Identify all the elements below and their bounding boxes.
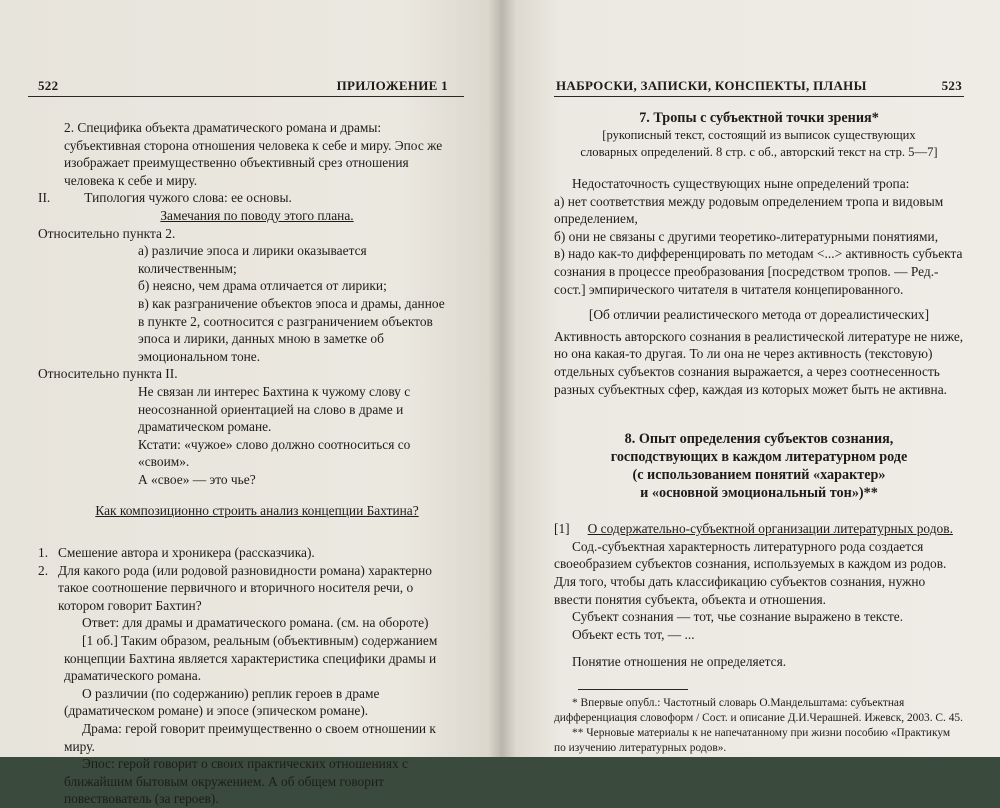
left-page [0, 0, 500, 807]
footnote-2: ** Черновые материалы к не напечатанному при жизни пособию «Практикум по изучению литературных родов». [554, 726, 951, 754]
item-number: 1. [38, 545, 49, 561]
footnote-1: * Впервые опубл.: Частотный словарь О.Мандельштама: субъектная дифференциация словоформ / Сост. и описание Д.И.Черашней. Ижевск, 2003. С. 45. [554, 696, 963, 724]
section-8-title-line: господствующих в каждом литературном роде [610, 449, 908, 466]
section-8-heading-row [554, 520, 964, 538]
right-page-header [554, 72, 964, 94]
composition-heading: Как композиционно строить анализ концепции Бахтина? [95, 503, 419, 519]
remark-c: в) как разграничение объектов эпоса и драмы, данное в пункте 2, соотносится с разграничением объектов эпоса и лирики, данных мною в заметке об эмоциональном тоне. [138, 295, 445, 364]
section-8-paragraph-1: Сод.-субъектная характерность литературного рода создается своеобразием субъектов сознания, используемых в каждом из родов. [554, 538, 947, 572]
answer-paragraph: Ответ: для драмы и драматического романа. (см. на обороте) [82, 615, 429, 631]
item-number: II. [38, 190, 51, 206]
remark-question-2: Кстати: «чужое» слово должно соотноситься со «своим». [138, 436, 411, 470]
section-8-title-line: (с использованием понятий «характер» [632, 467, 886, 484]
section-7-point-c: в) надо как-то дифференцировать по методам <...> активность субъекта сознания в процессе преобразования [посредством тропов. — Ред.-сост.] эмпирического читателя в читателя концепированного. [554, 246, 963, 297]
section-8-title-line: 8. Опыт определения субъектов сознания, [624, 431, 894, 448]
left-page-body [28, 97, 478, 808]
list-item-1 [38, 544, 450, 562]
item-text: Типология чужого слова: ее основы. [84, 190, 292, 206]
book-gutter [488, 0, 516, 757]
section-7-title: 7. Тропы с субъектной точки зрения* [639, 110, 879, 126]
section-7-source-note: [рукописный текст, состоящий из выписок существующих словарных определений. 8 стр. с об., авторский текст на стр. 5—7] [580, 128, 938, 159]
section-8-definition-subject: Субъект сознания — тот, чье сознание выражено в тексте. [572, 609, 904, 625]
remark-question-1: Не связан ли интерес Бахтина к чужому слову с неосознанной ориентацией на слово в драме и драматическом романе. [138, 383, 411, 435]
section-8-definition-relation: Понятие отношения не определяется. [572, 654, 787, 670]
running-head: НАБРОСКИ, ЗАПИСКИ, КОНСПЕКТЫ, ПЛАНЫ [556, 78, 867, 93]
plan-item-2: 2. Специфика объекта драматического романа и драмы: субъективная сторона отношения человека к себе и миру. Эпос же изображает преимущественно объективный срез отношения человека к себе и миру. [64, 120, 443, 188]
remarks-heading: Замечания по поводу этого плана. [160, 207, 354, 223]
drama-paragraph: Драма: герой говорит преимущественно о своем отношении к миру. [64, 721, 436, 754]
section-8-definition-object: Объект есть тот, — ... [572, 626, 695, 642]
section-7-intro: Недостаточность существующих ныне определений тропа: [572, 176, 910, 191]
right-page [500, 0, 1000, 757]
section-8-title [554, 430, 964, 502]
remark-a: а) различие эпоса и лирики оказывается количественным; [138, 243, 367, 276]
section-8-title-line: и «основной эмоциональный тон»)** [640, 485, 878, 502]
page-number: 522 [38, 78, 59, 93]
right-page-body [554, 97, 964, 756]
section-7-point-a: а) нет соответствия между родовым определением тропа и видовым определением, [554, 193, 944, 227]
section-7-paragraph: Активность авторского сознания в реалистической литературе не ниже, но она какая-то другая. То ли она не через активность (текстовую) отдельных субъектов сознания выражается, а через соотнесенность разных субъектных сфер, каждая из которых может быть не активна. [554, 328, 964, 397]
footnote-rule [578, 689, 688, 690]
point-II-label: Относительно пункта II. [38, 366, 178, 382]
page-marker: [1] [554, 521, 570, 537]
remark-question-3: А «свое» — это чье? [138, 471, 256, 487]
remark-b: б) неясно, чем драма отличается от лирики; [138, 278, 387, 294]
running-head: ПРИЛОЖЕНИЕ 1 [336, 78, 448, 93]
item-text: Смешение автора и хроникера (рассказчика). [58, 545, 315, 561]
left-page-header [28, 72, 478, 94]
epos-paragraph: Эпос: герой говорит о своих практических отношениях с ближайшим бытовым окружением. А об общем говорит повествователь (за героев). [64, 756, 408, 807]
plan-item-II [38, 189, 450, 207]
page-number: 523 [941, 78, 962, 93]
item-text: Для какого рода (или родовой разновидности романа) характерно такое соотношение первичного и вторичного носителя речи, о котором говорит Бахтин? [58, 562, 432, 613]
section-8-heading: О содержательно-субъектной организации литературных родов. [587, 521, 953, 537]
list-item-2 [38, 562, 450, 615]
page-1ob-paragraph: [1 об.] Таким образом, реальным (объективным) содержанием концепции Бахтина является характеристика специфики драмы и драматического романа. [64, 633, 438, 684]
section-7-point-b: б) они не связаны с другими теоретико-литературными понятиями, [554, 228, 939, 244]
difference-paragraph: О различии (по содержанию) реплик героев в драме (драматическом романе) и эпосе (эпическом романе). [64, 685, 380, 719]
item-number: 2. [38, 562, 49, 578]
section-7-bracket-note: [Об отличии реалистического метода от дореалистических] [588, 307, 930, 323]
point-2-label: Относительно пункта 2. [38, 225, 176, 241]
section-8-paragraph-2: Для того, чтобы дать классификацию субъектов сознания, нужно ввести понятия субъекта, объекта и отношения. [554, 573, 926, 607]
